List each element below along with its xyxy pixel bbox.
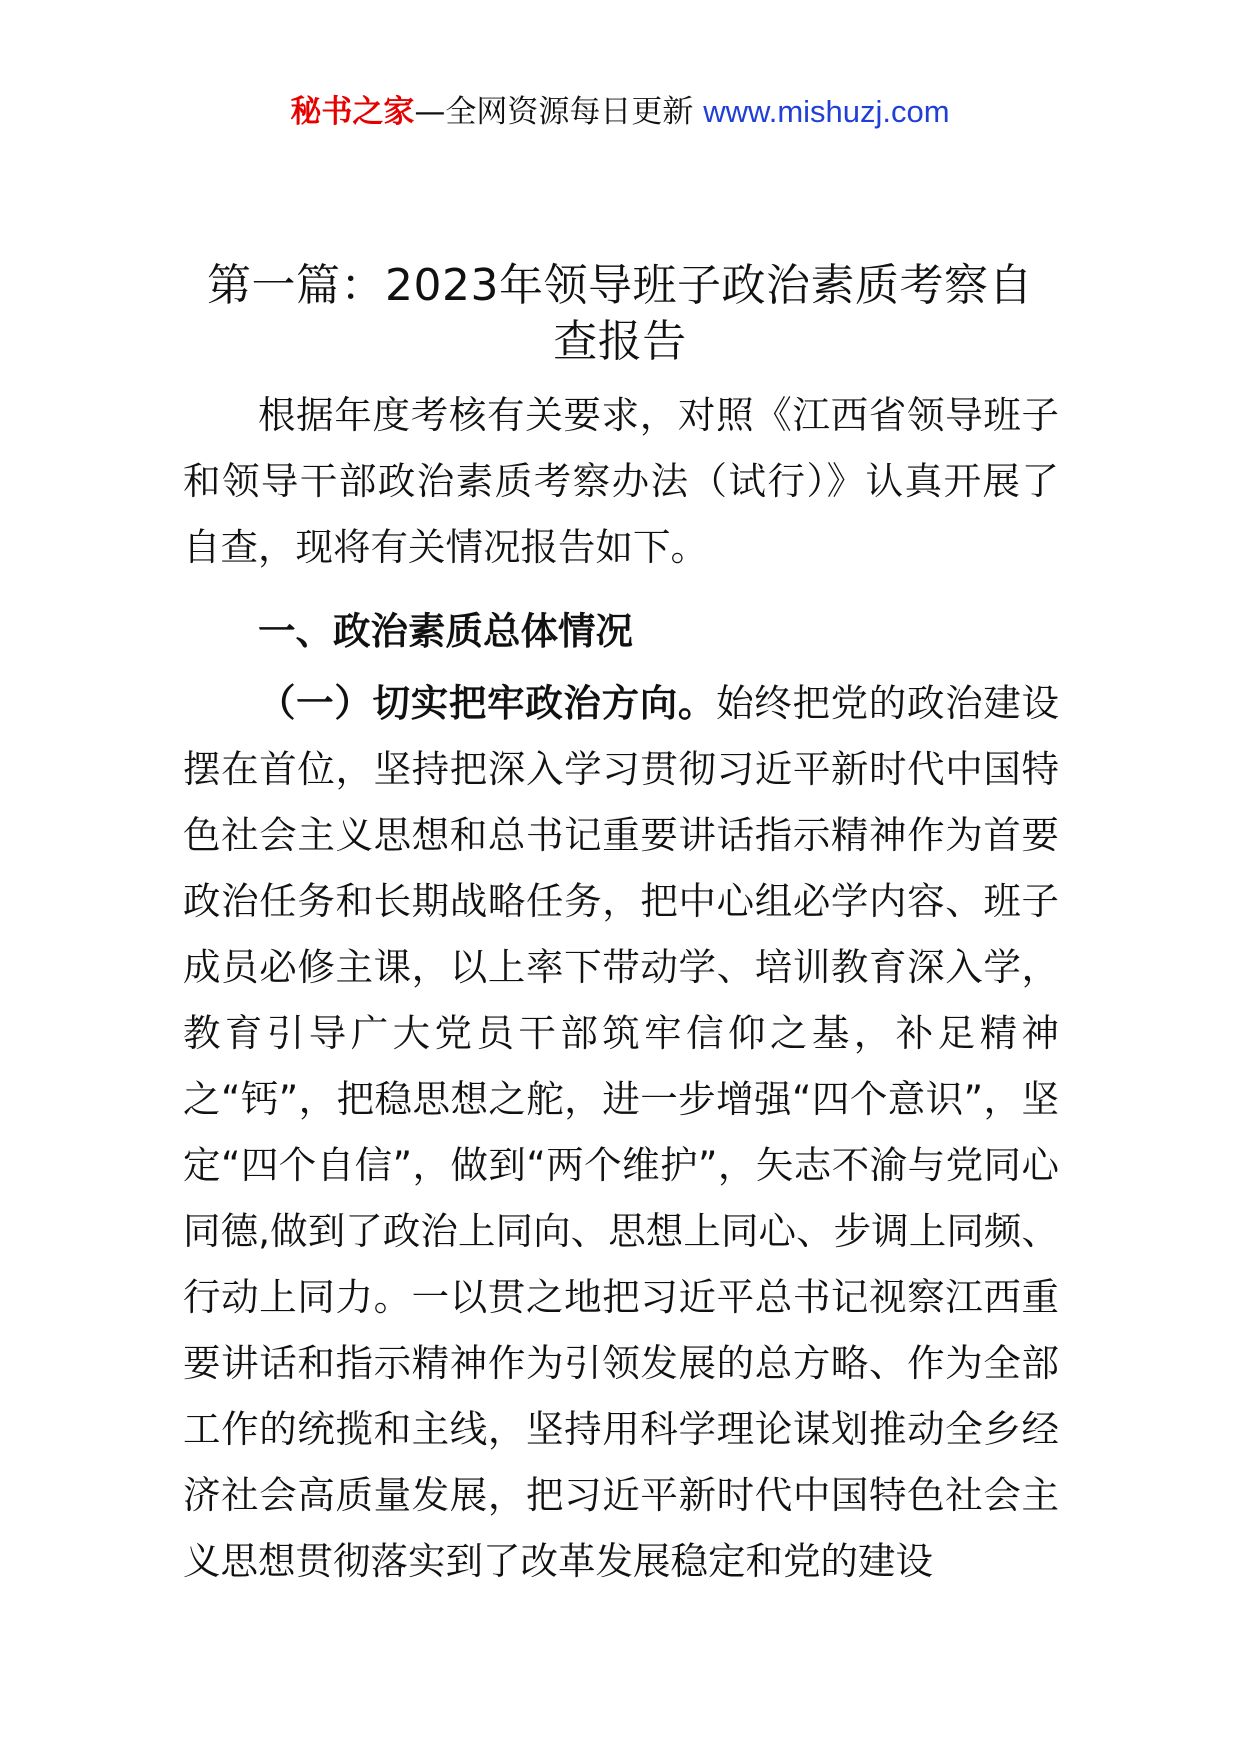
body-paragraph bbox=[183, 670, 1059, 1594]
intro-paragraph: 根据年度考核有关要求，对照《江西省领导班子和领导干部政治素质考察办法（试行）》认真开展了自查，现将有关情况报告如下。 bbox=[183, 393, 1059, 569]
paragraph-text: 始终把党的政治建设摆在首位，坚持把深入学习贯彻习近平新时代中国特色社会主义思想和总书记重要讲话指示精神作为首要政治任务和长期战略任务，把中心组必学内容、班子成员必修主课，以上率下带动学、培训教育深入学，教育引导广大党员干部筑牢信仰之基，补足精神之“钙”，把稳思想之舵，进一步增强“四个意识”，坚定“四个自信”，做到“两个维护”，矢志不渝与党同心同德,做到了政治上同向、思想上同心、步调上同频、行动上同力。一以贯之地把习近平总书记视察江西重要讲话和指示精神作为引领发展的总方略、作为全部工作的统揽和主线，坚持用科学理论谋划推动全乡经济社会高质量发展，把习近平新时代中国特色社会主义思想贯彻落实到了改革发展稳定和党的建设 bbox=[183, 681, 1060, 1583]
section-heading: 一、政治素质总体情况 bbox=[258, 609, 633, 653]
site-tagline: —全网资源每日更新 bbox=[414, 94, 704, 130]
site-header bbox=[0, 92, 1240, 132]
document-title: 第一篇：2023年领导班子政治素质考察自查报告 bbox=[207, 260, 1033, 367]
site-url[interactable]: www.mishuzj.com bbox=[703, 94, 950, 129]
paragraph-lead: （一）切实把牢政治方向。 bbox=[258, 681, 717, 725]
document-body bbox=[183, 382, 1059, 1594]
site-brand: 秘书之家 bbox=[290, 94, 415, 130]
